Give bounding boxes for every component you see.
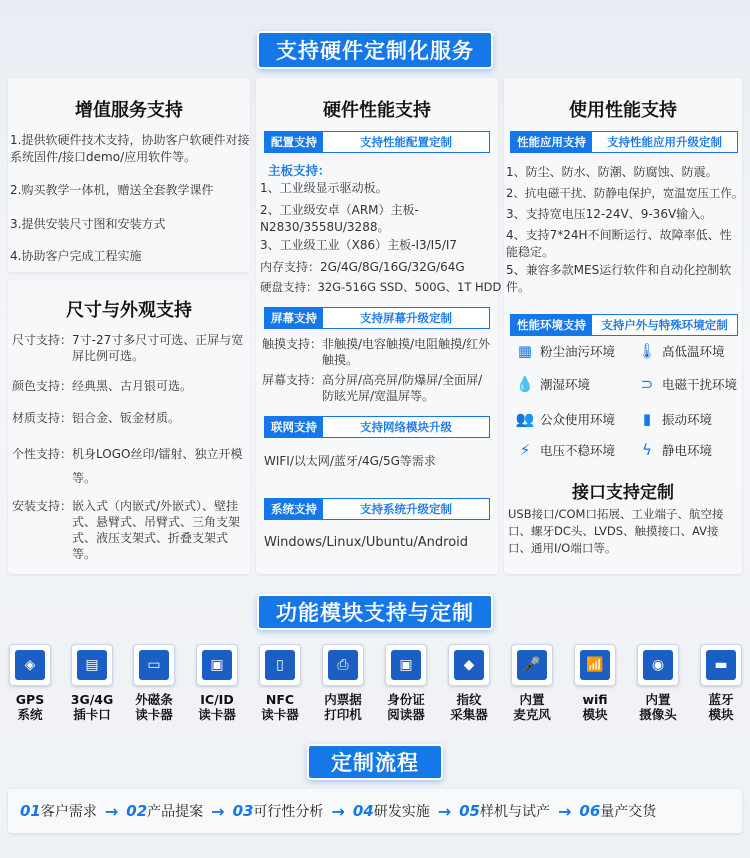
size-appearance-title: 尺寸与外观支持 <box>66 300 192 321</box>
process-banner: 定制流程 <box>307 744 443 780</box>
step-number: 02 <box>126 802 148 820</box>
size-appearance-panel <box>8 280 250 574</box>
process-step <box>459 801 550 821</box>
hardware-customization-banner: 支持硬件定制化服务 <box>257 31 493 69</box>
disk-support: 硬盘支持：32G-516G SSD、500G、1T HDD <box>260 280 502 294</box>
value-added-panel <box>8 78 250 272</box>
label-desc: 支持户外与特殊环境定制 <box>601 318 728 332</box>
module-camera <box>634 644 682 722</box>
env-item-voltage <box>516 441 615 459</box>
env-item-static <box>638 441 712 459</box>
custom-support-row <box>12 442 248 490</box>
module-magnetic-card-reader <box>130 644 178 722</box>
module-gps <box>6 644 54 722</box>
step-label: 量产交货 <box>600 804 657 820</box>
modules-banner: 功能模块支持与定制 <box>257 594 493 630</box>
usage-item: 2、抗电磁干扰、防静电保护，宽温宽压工作。 <box>506 186 744 200</box>
screen-support-label <box>264 307 490 329</box>
board-item: 3、工业级工业（X86）主板-I3/I5/I7 <box>260 238 458 252</box>
label-tag: 性能环境支持 <box>511 315 592 335</box>
step-number: 01 <box>20 802 41 820</box>
arrow-right-icon: → <box>211 801 225 821</box>
step-label: 研发实施 <box>373 804 430 820</box>
camera-icon: ◉ <box>643 650 673 680</box>
value-added-item: 1.提供软硬件技术支持，协助客户软硬件对接系统固件/接口demo/应用软件等。 <box>10 133 250 164</box>
env-label: 静电环境 <box>662 443 713 458</box>
module-nfc-reader <box>256 644 304 722</box>
value-added-title: 增值服务支持 <box>75 100 183 121</box>
magnet-icon: ⊃ <box>640 375 654 393</box>
network-support-label <box>264 416 490 438</box>
module-icon-frame <box>133 644 175 686</box>
process-step <box>126 801 203 821</box>
row-value: 7寸-27寸多尺寸可选、正屏与宽屏比例可选。 <box>72 333 244 363</box>
module-bluetooth-module <box>697 644 745 722</box>
env-label: 高低温环境 <box>662 344 725 359</box>
dust-icon: ▦ <box>517 342 533 360</box>
app-support-label <box>510 131 738 153</box>
process-step <box>233 801 324 821</box>
module-label: wifi 模块 <box>582 692 608 722</box>
module-microphone <box>508 644 556 722</box>
env-label: 潮湿环境 <box>540 377 591 392</box>
label-desc: 支持性能应用升级定制 <box>607 135 722 149</box>
id-card-reader-icon: ▣ <box>391 650 421 680</box>
process-step <box>579 801 656 821</box>
row-key: 材质支持： <box>12 411 73 425</box>
display-support-row <box>262 372 494 404</box>
step-number: 03 <box>232 802 254 820</box>
vibration-icon: ▮ <box>642 410 652 428</box>
color-support-row <box>12 378 248 394</box>
module-fingerprint <box>445 644 493 722</box>
env-label: 电磁干扰环境 <box>662 377 738 392</box>
gps-icon: ◈ <box>15 650 45 680</box>
env-support-label <box>510 314 738 336</box>
env-item-public <box>516 410 615 428</box>
people-icon: 👥 <box>515 410 535 428</box>
module-label: NFC 读卡器 <box>261 692 299 722</box>
size-support-row <box>12 332 248 364</box>
receipt-printer-icon: ⎙ <box>328 650 358 680</box>
row-value: 高分屏/高亮屏/防爆屏/全面屏/防眩光屏/宽温屏等。 <box>322 373 483 403</box>
row-value: 经典黑、古月银可选。 <box>72 379 193 393</box>
module-icon-frame <box>448 644 490 686</box>
board-item: 1、工业级显示驱动板。 <box>260 181 388 195</box>
row-value: 非触摸/电容触摸/电阻触摸/红外触摸。 <box>322 337 491 367</box>
step-number: 04 <box>352 802 374 820</box>
env-item-emi <box>638 375 737 393</box>
process-step <box>353 801 430 821</box>
hardware-panel <box>256 78 502 574</box>
module-sim-card <box>68 644 116 722</box>
env-item-humidity <box>516 375 590 393</box>
board-label: 主板支持： <box>268 163 331 178</box>
interface-text: USB接口/COM口拓展、工业端子、航空接口、螺牙DC头、LVDS、触摸接口、AV接口、通用I/O端口等。 <box>508 507 724 555</box>
usage-item: 5、兼容多款MES运行软件和自动化控制软件。 <box>506 263 732 294</box>
module-icon-frame <box>322 644 364 686</box>
network-text: WIFI/以太网/蓝牙/4G/5G等需求 <box>264 454 436 468</box>
usage-item: 4、支持7*24H不间断运行、故障率低、性能稳定。 <box>506 228 732 259</box>
module-label: 外磁条 读卡器 <box>135 692 173 722</box>
step-label: 产品提案 <box>147 804 204 820</box>
row-key: 尺寸支持： <box>12 333 73 347</box>
step-number: 06 <box>579 802 601 820</box>
system-support-label <box>264 498 490 520</box>
module-icon-frame <box>71 644 113 686</box>
usage-title: 使用性能支持 <box>569 100 677 121</box>
microphone-icon: 🎤 <box>517 650 547 680</box>
material-support-row <box>12 410 248 426</box>
row-value: 机身LOGO丝印/镭射、独立开模等。 <box>72 447 243 485</box>
touch-support-row <box>262 336 494 368</box>
label-tag: 性能应用支持 <box>511 132 592 152</box>
label-tag: 屏幕支持 <box>265 308 323 328</box>
process-step <box>20 801 97 821</box>
usage-panel <box>504 78 742 574</box>
memory-support: 内存支持：2G/4G/8G/16G/32G/64G <box>260 260 465 274</box>
row-value: 嵌入式（内嵌式/外嵌式）、壁挂式、悬臂式、吊臂式、三角支架式、液压支架式、折叠支架式等。 <box>72 499 241 561</box>
module-label: 3G/4G 插卡口 <box>70 692 114 722</box>
static-icon: ϟ <box>642 441 652 459</box>
water-drop-icon: 💧 <box>515 375 535 393</box>
module-icon-frame <box>574 644 616 686</box>
row-key: 触摸支持： <box>262 337 323 351</box>
label-desc: 支持系统升级定制 <box>360 502 452 516</box>
module-label: 指纹 采集器 <box>450 692 488 722</box>
label-tag: 系统支持 <box>265 499 323 519</box>
module-icon-frame <box>511 644 553 686</box>
process-flow <box>8 789 742 833</box>
module-wifi-router <box>571 644 619 722</box>
module-label: 蓝牙 模块 <box>708 692 734 722</box>
value-added-item: 4.协助客户完成工程实施 <box>10 249 142 263</box>
board-item: 2、工业级安卓（ARM）主板-N2830/3558U/3288。 <box>260 203 419 234</box>
module-icon-frame <box>385 644 427 686</box>
row-key: 颜色支持： <box>12 379 73 393</box>
usage-item: 3、支持宽电压12-24V、9-36V输入。 <box>506 207 713 221</box>
module-receipt-printer <box>319 644 367 722</box>
env-label: 粉尘油污环境 <box>540 344 616 359</box>
system-text: Windows/Linux/Ubuntu/Android <box>264 535 469 550</box>
interface-title: 接口支持定制 <box>572 483 674 503</box>
ic-card-reader-icon: ▣ <box>202 650 232 680</box>
env-item-temperature <box>638 342 725 360</box>
row-key: 安装支持： <box>12 499 73 513</box>
row-value: 铝合金、钣金材质。 <box>72 411 181 425</box>
module-label: 身份证 阅读器 <box>387 692 425 722</box>
env-label: 振动环境 <box>662 412 713 427</box>
step-label: 可行性分析 <box>253 804 324 820</box>
module-icon-frame <box>700 644 742 686</box>
module-icon-frame <box>259 644 301 686</box>
row-key: 屏幕支持： <box>262 373 323 387</box>
fingerprint-icon: ◆ <box>454 650 484 680</box>
config-support-label <box>264 131 490 153</box>
step-label: 样机与试产 <box>480 804 550 820</box>
env-label: 公众使用环境 <box>540 412 616 427</box>
env-item-dust <box>516 342 615 360</box>
module-icon-frame <box>196 644 238 686</box>
voltage-icon: ⚡ <box>519 441 531 459</box>
arrow-right-icon: → <box>437 801 452 821</box>
module-label: 内票据 打印机 <box>324 692 362 722</box>
sim-card-icon: ▤ <box>77 650 107 680</box>
arrow-right-icon: → <box>104 801 119 821</box>
bluetooth-module-icon: ▬ <box>706 650 736 680</box>
label-tag: 联网支持 <box>265 417 323 437</box>
value-added-item: 2.购买教学一体机，赠送全套教学课件 <box>10 183 214 197</box>
thermometer-icon: 🌡 <box>637 342 657 360</box>
module-label: 内置 麦克风 <box>513 692 551 722</box>
module-icon-frame <box>9 644 51 686</box>
nfc-reader-icon: ▯ <box>265 650 295 680</box>
env-label: 电压不稳环境 <box>540 443 616 458</box>
install-support-row <box>12 498 248 562</box>
hardware-title: 硬件性能支持 <box>323 100 431 121</box>
module-label: IC/ID 读卡器 <box>198 692 236 722</box>
module-id-card-reader <box>382 644 430 722</box>
row-key: 个性支持： <box>12 447 73 461</box>
step-number: 05 <box>459 802 480 820</box>
module-label: GPS 系统 <box>15 692 45 722</box>
module-label: 内置 摄像头 <box>639 692 677 722</box>
value-added-item: 3.提供安装尺寸图和安装方式 <box>10 217 166 231</box>
usage-item: 1、防尘、防水、防潮、防腐蚀、防震。 <box>506 165 718 179</box>
label-desc: 支持网络模块升级 <box>360 420 452 434</box>
wifi-router-icon: 📶 <box>580 650 610 680</box>
arrow-right-icon: → <box>558 801 572 821</box>
label-desc: 支持屏幕升级定制 <box>360 311 452 325</box>
magnetic-card-reader-icon: ▭ <box>139 650 169 680</box>
step-label: 客户需求 <box>40 804 97 820</box>
module-icon-frame <box>637 644 679 686</box>
label-tag: 配置支持 <box>265 132 323 152</box>
arrow-right-icon: → <box>331 801 345 821</box>
module-ic-card-reader <box>193 644 241 722</box>
label-desc: 支持性能配置定制 <box>360 135 452 149</box>
env-item-vibration <box>638 410 712 428</box>
